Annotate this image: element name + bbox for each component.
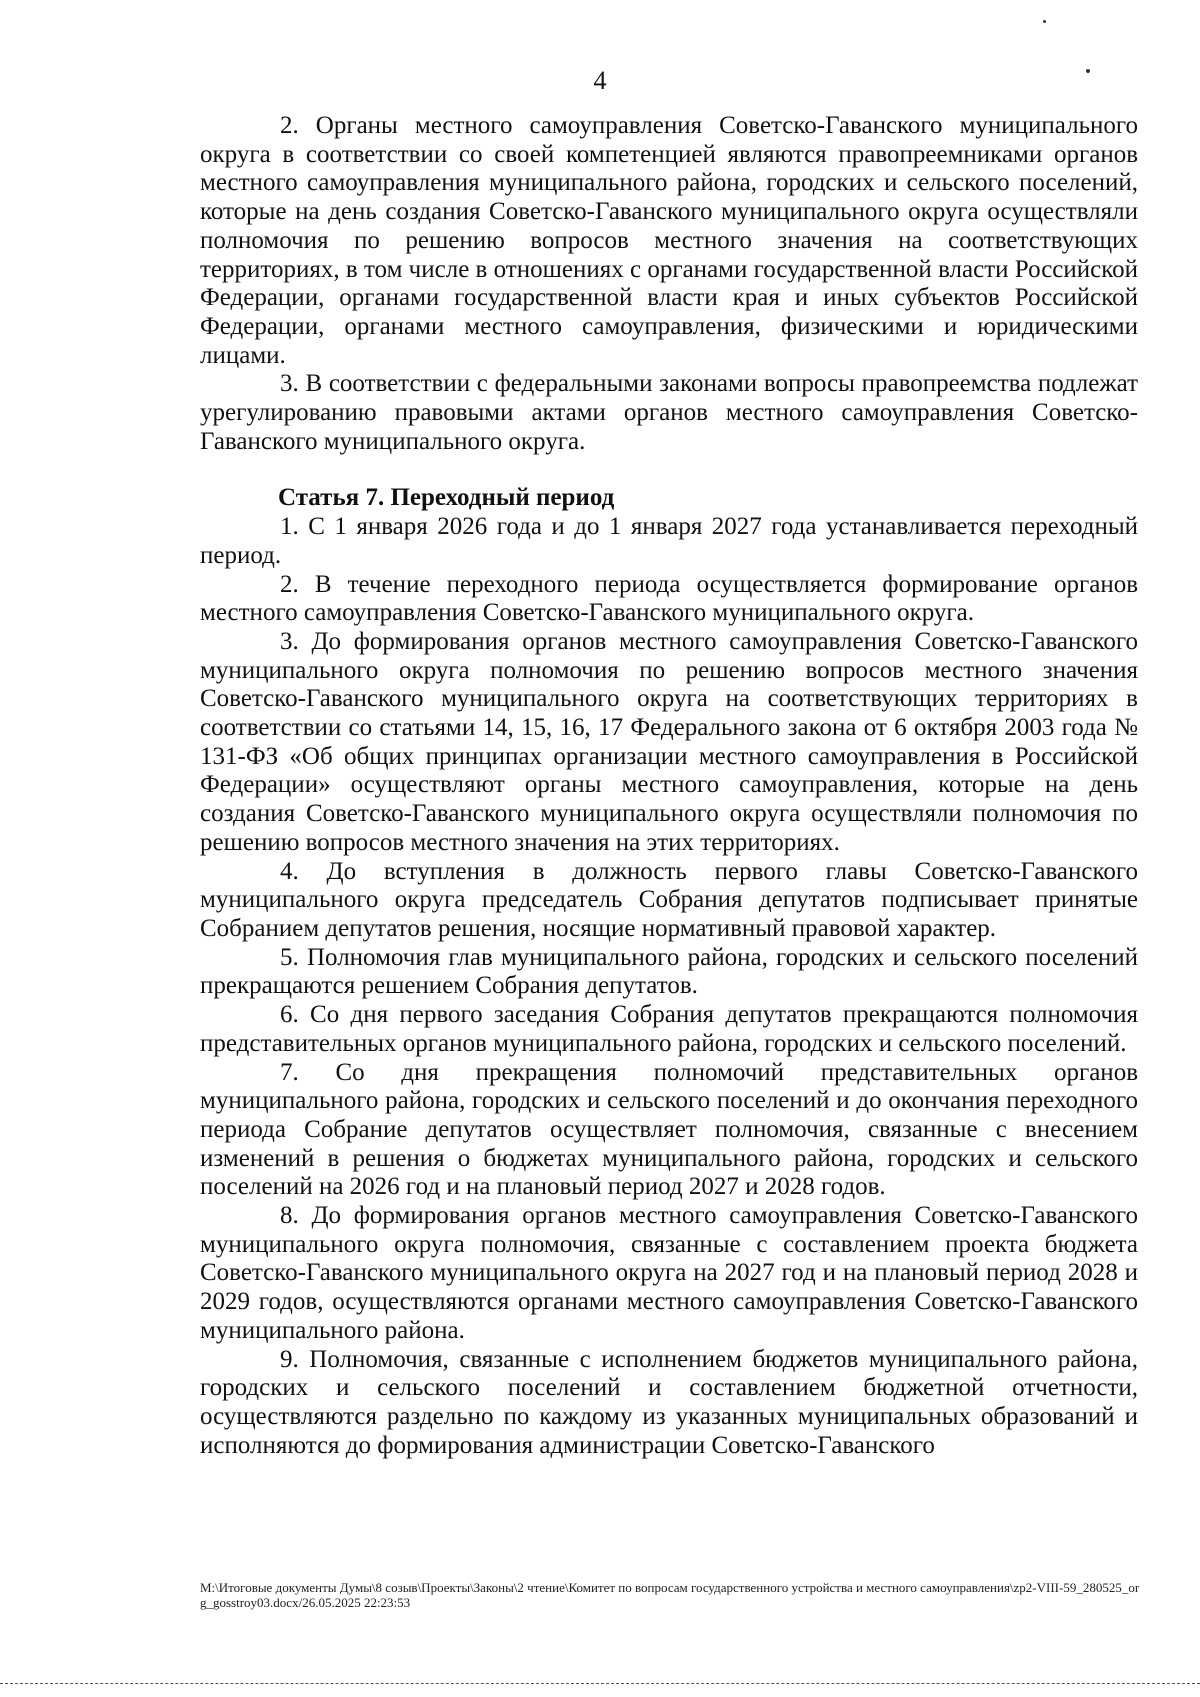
paragraph: 7. Со дня прекращения полномочий представительных органов муниципального района, городских и сельского поселений и до окончания переходного периода Собрание депутатов осуществляет полномочия, связанные с внесением изменений в решения о бюджетах муниципального района, городских и сельского поселений на 2026 год и на плановый период 2027 и 2028 годов. <box>200 1058 1138 1201</box>
paragraph: 3. До формирования органов местного самоуправления Советско-Гаванского муниципального округа полномочия по решению вопросов местного значения Советско-Гаванского муниципального округа на соответствующих территориях в соответствии со статьями 14, 15, 16, 17 Федерального закона от 6 октября 2003 года № 131-ФЗ «Об общих принципах организации местного самоуправления в Российской Федерации» осуществляют органы местного самоуправления, которые на день создания Советско-Гаванского муниципального округа осуществляли полномочия по решению вопросов местного значения на этих территориях. <box>200 627 1138 856</box>
document-body <box>200 112 1138 1460</box>
paragraph: 2. В течение переходного периода осуществляется формирование органов местного самоуправления Советско-Гаванского муниципального округа. <box>200 570 1138 627</box>
article-heading: Статья 7. Переходный период <box>278 484 615 512</box>
paragraph: 9. Полномочия, связанные с исполнением бюджетов муниципального района, городских и сельского поселений и составлением бюджетной отчетности, осуществляются раздельно по каждому из указанных муниципальных образований и исполняются до формирования администрации Советско-Гаванского <box>200 1345 1138 1459</box>
bottom-divider <box>0 1683 1200 1684</box>
section-spacer <box>200 456 1138 484</box>
paragraph: 3. В соответствии с федеральными законами вопросы правопреемства подлежат урегулированию правовыми актами органов местного самоуправления Советско-Гаванского муниципального округа. <box>200 370 1138 455</box>
page-number: 4 <box>593 66 607 95</box>
paragraph: 8. До формирования органов местного самоуправления Советско-Гаванского муниципального округа полномочия, связанные с составлением проекта бюджета Советско-Гаванского муниципального округа на 2027 год и на плановый период 2028 и 2029 годов, осуществляются органами местного самоуправления Советско-Гаванского муниципального района. <box>200 1202 1138 1344</box>
paragraph: 6. Со дня первого заседания Собрания депутатов прекращаются полномочия представительных органов муниципального района, городских и сельского поселений. <box>200 1001 1138 1057</box>
footer-file-path: M:\Итоговые документы Думы\8 созыв\Проекты\Законы\2 чтение\Комитет по вопросам государственного устройства и местного самоуправления\zp2-VIII-59_280525_org_gosstroy03.docx/26.05.2025 22:23:53 <box>200 1580 1140 1610</box>
paragraph: 5. Полномочия глав муниципального района, городских и сельского поселений прекращаются решением Собрания депутатов. <box>200 943 1138 1000</box>
paragraph: 1. С 1 января 2026 года и до 1 января 2027 года устанавливается переходный период. <box>200 513 1138 569</box>
paragraph: 2. Органы местного самоуправления Советско-Гаванского муниципального округа в соответствии со своей компетенцией являются правопреемниками органов местного самоуправления муниципального района, городских и сельского поселений, которые на день создания Советско-Гаванского муниципального округа осуществляли полномочия по решению вопросов местного значения на соответствующих территориях, в том числе в отношениях с органами государственной власти Российской Федерации, органами государственной власти края и иных субъектов Российской Федерации, органами местного самоуправления, физическими и юридическими лицами. <box>200 112 1138 369</box>
paragraph: 4. До вступления в должность первого главы Советско-Гаванского муниципального округа председатель Собрания депутатов подписывает принятые Собранием депутатов решения, носящие нормативный правовой характер. <box>200 857 1138 942</box>
scan-speck <box>1043 20 1046 23</box>
